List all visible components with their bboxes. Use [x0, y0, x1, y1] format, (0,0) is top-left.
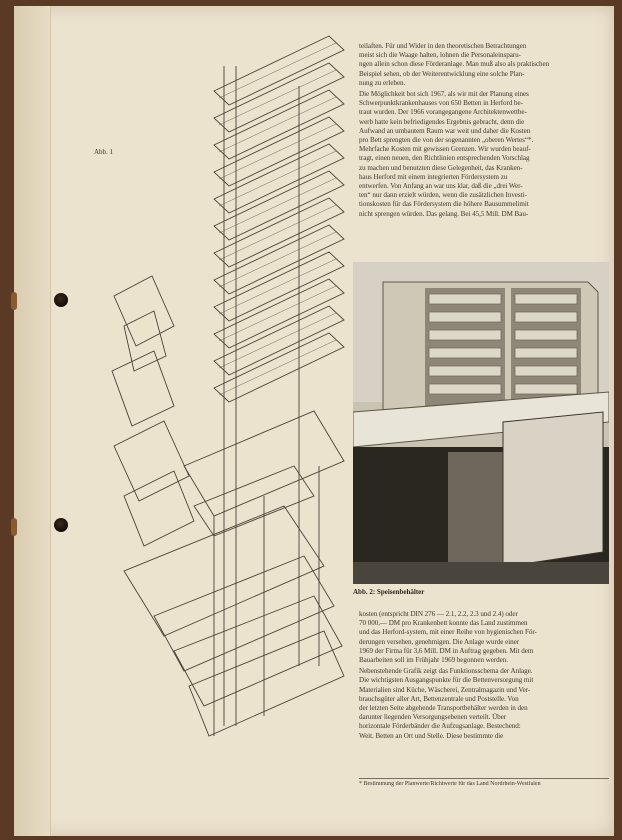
page-edge-mark	[11, 292, 17, 310]
figure-1-caption: Abb. 1	[94, 148, 114, 156]
text-line: derungen versehen, genehmigen. Die Anlage wurde einer	[359, 637, 520, 646]
slab-detail-line	[219, 97, 336, 152]
punch-hole	[54, 293, 68, 307]
function-diagram	[94, 26, 349, 771]
text-line: horizontale Förderbänder die Aufzugsanlage. Bestechend:	[359, 722, 521, 731]
text-line: ngen allein schon diese Förderanlage. Man muß also als praktischen	[359, 60, 550, 69]
text-line: meist sich die Waage halten, lohnen die Personaleinsparu-	[359, 51, 521, 60]
text-line: Weit. Betten an Ort und Stelle. Diese bestimmte die	[359, 731, 504, 740]
text-line: nicht sprengen würden. Das gelang. Bei 45,5 Mill. DM Bau-	[359, 209, 529, 218]
slab-detail-line	[219, 205, 336, 260]
text-line: und das Herford-system, mit einer Reihe von hygienischen För-	[359, 628, 537, 637]
footnote: * Bestimmung der Planwerte/Richtwerte für das Land Nordrhein-Westfalen	[359, 781, 541, 787]
text-line: der letzten Seite abgehende Transportbehälter werden in den	[359, 704, 528, 713]
ward-floor-slab	[214, 279, 344, 348]
photo-speisenbehaelter	[353, 262, 609, 584]
text-line: 70 000,— DM pro Krankenbett konnte das Land zustimmen	[359, 619, 528, 628]
text-line: haus Herford mit einem integrierten Fördersystem zu	[359, 172, 508, 181]
page-edge-mark	[11, 518, 17, 536]
text-line: zu machen und benutzten diese Gelegenheit, das Kranken-	[359, 163, 523, 172]
text-line: traut wurden. Der 1966 vorangegangene Architektenwettbe-	[359, 108, 527, 117]
text-line: brauchsgüter aller Art, Bettenzentrale und Poststelle. Von	[359, 694, 519, 703]
text-line: teilaften. Für und Wider in den theoretischen Betrachtungen	[359, 42, 527, 50]
text-line: kosten (entspricht DIN 276 — 2.1, 2.2, 2.3 und 2.4) oder	[359, 610, 518, 618]
photo-caption: Abb. 2: Speisenbehälter	[353, 588, 425, 596]
text-line: tionskosten für das Fördersystem die höhere Bausummelimit	[359, 200, 529, 209]
text-line: pro Bett sprengten die von der sogenannten „oberen Wertes“*.	[359, 136, 534, 145]
ward-floor-slab	[214, 36, 344, 105]
slab-detail-line	[219, 340, 336, 395]
footnote-divider	[359, 778, 609, 779]
ward-floor-slab	[214, 225, 344, 294]
document-page	[14, 6, 614, 836]
text-line: Materialien sind Küche, Wäscherei, Zentralmagazin und Ver-	[359, 685, 531, 694]
text-line: werb hatte kein befriedigendes Ergebnis gebracht, denn die	[359, 117, 525, 126]
text-line: tragt, einen neuen, den Richtlinien entsprechenden Vorschlag	[359, 154, 530, 163]
text-line: entwerfen. Von Anfang an war uns klar, daß die „drei Wer-	[359, 182, 523, 191]
text-line: Mehrfache Kosten mit gewissen Grenzen. Wir wurden beauf-	[359, 145, 531, 154]
slab-detail-line	[219, 70, 336, 125]
ward-floor-slab	[214, 333, 344, 402]
text-line: Aufwand an umbautem Raum war weit und daher die Kosten	[359, 126, 531, 135]
slab-detail-line	[219, 232, 336, 287]
ward-floor-slab	[214, 306, 344, 375]
ward-floor-slab	[214, 252, 344, 321]
ward-floor-slab	[214, 117, 344, 186]
text-line: Schwerpunktkrankenhauses von 650 Betten in Herford be-	[359, 99, 523, 108]
text-line: 1969 der Firma für 3,6 Mill. DM in Auftrag gegeben. Mit dem	[359, 646, 534, 655]
text-line: Die wichtigsten Ausgangspunkte für die Bettenversorgung mit	[359, 676, 534, 685]
text-column-bottom	[359, 610, 609, 741]
text-column-top	[359, 42, 609, 219]
slab-detail-line	[219, 286, 336, 341]
ward-floor-slab	[214, 144, 344, 213]
punch-hole	[54, 518, 68, 532]
ward-floor-slab	[214, 90, 344, 159]
text-line: ten“ nur dann erzielt würden, wenn die zusätzlichen Investi-	[359, 191, 527, 200]
text-line: Bauarbeiten soll im Frühjahr 1969 begonnen werden.	[359, 656, 508, 665]
slab-detail-line	[219, 313, 336, 368]
slab-detail-line	[219, 124, 336, 179]
text-line: Beispiel sehen, ob der Weiterentwicklung eine solche Plan-	[359, 69, 525, 78]
text-line: nung zu erleben.	[359, 78, 406, 87]
cabinet-photo	[353, 262, 609, 584]
text-line: Die Möglichkeit bot sich 1967, als wir mit der Planung eines	[359, 90, 529, 99]
binding-strip	[14, 6, 51, 836]
slab-detail-line	[219, 43, 336, 98]
ward-floor-slab	[214, 63, 344, 132]
ward-floor-slab	[214, 171, 344, 240]
slab-detail-line	[219, 178, 336, 233]
slab-detail-line	[219, 151, 336, 206]
text-line: darunter liegenden Versorgungsebenen verteilt. Über	[359, 713, 507, 722]
ward-floor-slab	[214, 198, 344, 267]
slab-detail-line	[219, 259, 336, 314]
text-line: Nebenstehende Grafik zeigt das Funktionsschema der Anlage.	[359, 667, 533, 676]
